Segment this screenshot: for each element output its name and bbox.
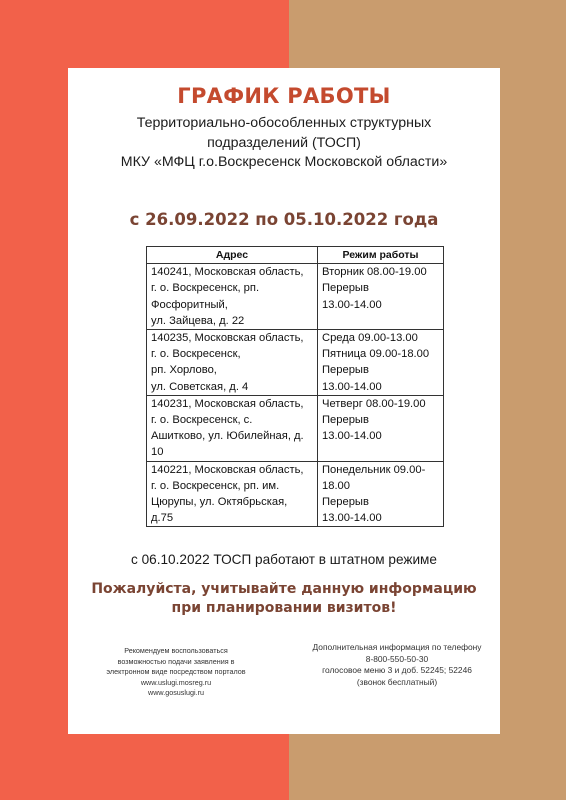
address-line: 140241, Московская область, [151,266,304,279]
footer-right-line: голосовое меню 3 и доб. 52245; 52246 [322,665,472,676]
hours-line: 13.00-14.00 [322,380,382,393]
address-line: 140221, Московская область, [151,463,304,476]
table-header-row [147,247,444,264]
online-services-note [96,646,256,699]
address-line: рп. Хорлово, [151,364,217,377]
address-line: г. о. Воскресенск, рп. им. [151,479,280,492]
hours-line: Перерыв [322,282,369,295]
address-line: ул. Зайцева, д. 22 [151,314,245,327]
hours-line: 13.00-14.00 [322,430,382,443]
subtitle-line: подразделений (ТОСП) [207,134,361,151]
address-line: Цюрупы, ул. Октябрьская, [151,496,288,509]
address-line: 140235, Московская область, [151,332,304,345]
table-row [147,330,444,396]
normal-mode-note: с 06.10.2022 ТОСП работают в штатном режиме [131,552,437,567]
table-row [147,461,444,527]
address-line: Фосфоритный, [151,298,228,311]
address-line: ул. Советская, д. 4 [151,380,249,393]
phone-info-note [304,642,490,688]
footer-left-line: возможностью подачи заявления в [117,656,235,666]
schedule-card [68,68,500,734]
hours-line: 13.00-14.00 [322,298,382,311]
hours-line: Пятница 09.00-18.00 [322,348,430,361]
address-line: Ашитково, ул. Юбилейная, д. [151,430,304,443]
subtitle-line: МКУ «МФЦ г.о.Воскресенск Московской области» [120,154,448,171]
hours-line: 13.00-14.00 [322,512,382,525]
subtitle-block [88,114,480,173]
portal-link[interactable]: www.uslugi.mosreg.ru [140,677,212,687]
notice-line: при планировании визитов! [171,600,397,616]
hours-cell [318,395,444,461]
address-cell [147,461,318,527]
address-line: 10 [151,446,164,459]
address-cell [147,395,318,461]
hours-cell [318,461,444,527]
phone-number: 8-800-550-50-30 [365,653,429,664]
address-line: 140231, Московская область, [151,397,304,410]
column-header-hours: Режим работы [318,247,444,264]
schedule-table [146,246,444,527]
hours-line: Среда 09.00-13.00 [322,332,418,345]
table-row [147,264,444,330]
footer-left-line: Рекомендуем воспользоваться [124,646,228,655]
column-header-address: Адрес [147,247,318,264]
address-line: г. о. Воскресенск, с. [151,414,253,427]
hours-line: Перерыв [322,414,369,427]
portal-link[interactable]: www.gosuslugi.ru [148,688,204,698]
date-range: с 26.09.2022 по 05.10.2022 года [129,210,439,229]
address-cell [147,264,318,330]
table-row [147,395,444,461]
footer-left-line: электронном виде посредством порталов [106,667,246,677]
visit-notice [68,580,500,618]
hours-line: Четверг 08.00-19.00 [322,397,426,410]
hours-line: 18.00 [322,479,350,492]
hours-line: Понедельник 09.00- [322,463,426,476]
address-cell [147,330,318,396]
hours-line: Перерыв [322,364,369,377]
hours-cell [318,330,444,396]
address-line: г. о. Воскресенск, рп. [151,282,260,295]
subtitle-line: Территориально-обособленных структурных [136,115,432,131]
footer-right-line: Дополнительная информация по телефону [312,642,482,652]
hours-cell [318,264,444,330]
hours-line: Перерыв [322,496,369,509]
footer-right-line: (звонок бесплатный) [356,676,438,687]
address-line: г. о. Воскресенск, [151,348,241,361]
hours-line: Вторник 08.00-19.00 [322,266,427,279]
page-title: ГРАФИК РАБОТЫ [177,84,391,108]
notice-line: Пожалуйста, учитывайте данную информацию [91,581,477,597]
address-line: д.75 [151,512,174,525]
